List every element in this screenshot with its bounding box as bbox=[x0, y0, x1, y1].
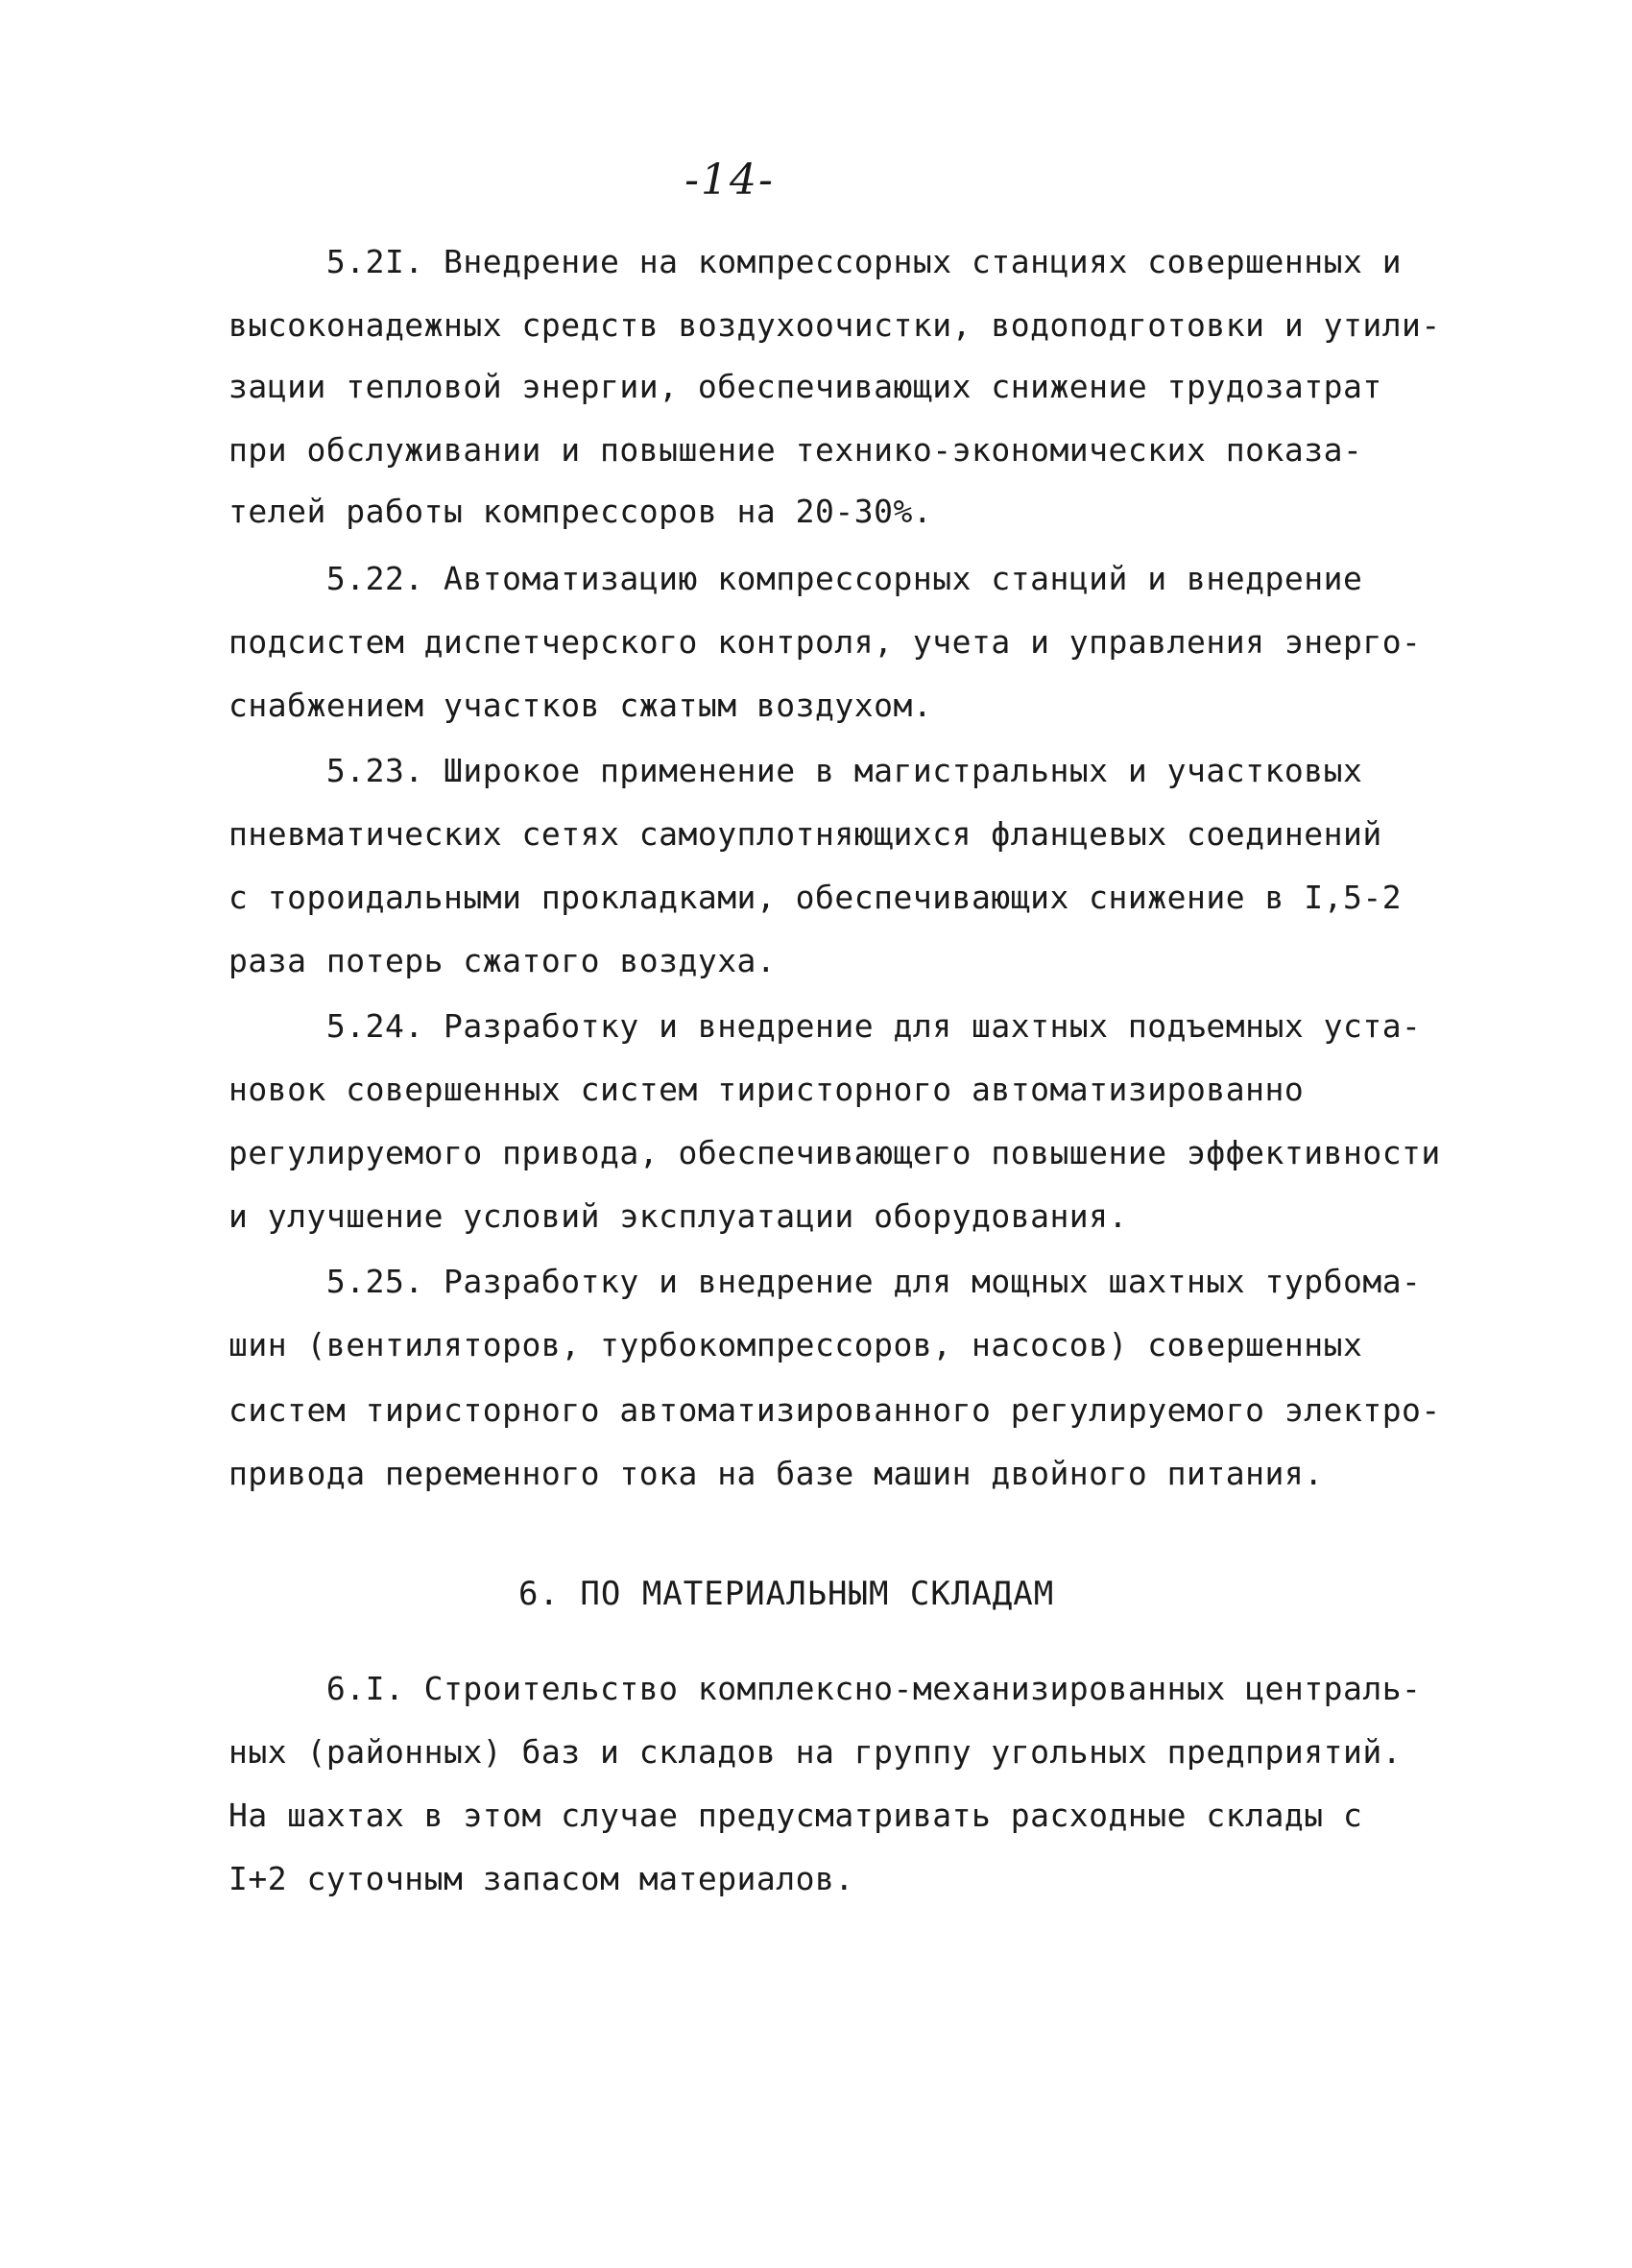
text-line: с тороидальными прокладками, обеспечивающих снижение в I,5-2 bbox=[228, 879, 1403, 916]
text-line: и улучшение условий эксплуатации оборудования. bbox=[228, 1197, 1128, 1235]
text-line: новок совершенных систем тиристорного автоматизированно bbox=[228, 1071, 1305, 1108]
text-line: подсистем диспетчерского контроля, учета и управления энерго- bbox=[228, 623, 1422, 661]
text-line: I+2 суточным запасом материалов. bbox=[228, 1860, 854, 1897]
text-line: 6.I. Строительство комплексно-механизированных централь- bbox=[228, 1670, 1422, 1707]
text-line: 5.23. Широкое применение в магистральных и участковых bbox=[228, 752, 1363, 789]
text-line: раза потерь сжатого воздуха. bbox=[228, 942, 777, 979]
text-line: На шахтах в этом случае предусматривать расходные склады с bbox=[228, 1797, 1363, 1834]
text-line: систем тиристорного автоматизированного регулируемого электро- bbox=[228, 1391, 1441, 1429]
text-line: 5.24. Разработку и внедрение для шахтных подъемных уста- bbox=[228, 1007, 1422, 1045]
text-line: снабжением участков сжатым воздухом. bbox=[228, 687, 933, 724]
text-line: 5.2I. Внедрение на компрессорных станциях совершенных и bbox=[228, 243, 1403, 280]
page-number: -14- bbox=[684, 156, 775, 205]
text-line: шин (вентиляторов, турбокомпрессоров, насосов) совершенных bbox=[228, 1326, 1363, 1363]
text-line: при обслуживании и повышение технико-экономических показа- bbox=[228, 431, 1363, 469]
text-line: регулируемого привода, обеспечивающего повышение эффективности bbox=[228, 1134, 1441, 1171]
text-line: 5.22. Автоматизацию компрессорных станций и внедрение bbox=[228, 560, 1363, 597]
text-line: пневматических сетях самоуплотняющихся фланцевых соединений bbox=[228, 815, 1382, 853]
text-line: привода переменного тока на базе машин двойного питания. bbox=[228, 1455, 1324, 1492]
text-line: зации тепловой энергии, обеспечивающих снижение трудозатрат bbox=[228, 368, 1382, 405]
section-heading: 6. ПО МАТЕРИАЛЬНЫМ СКЛАДАМ bbox=[518, 1575, 1055, 1613]
text-line: ных (районных) баз и складов на группу угольных предприятий. bbox=[228, 1733, 1403, 1771]
text-line: телей работы компрессоров на 20-30%. bbox=[228, 493, 933, 530]
text-line: высоконадежных средств воздухоочистки, водоподготовки и утили- bbox=[228, 306, 1441, 344]
text-line: 5.25. Разработку и внедрение для мощных шахтных турбома- bbox=[228, 1263, 1422, 1300]
